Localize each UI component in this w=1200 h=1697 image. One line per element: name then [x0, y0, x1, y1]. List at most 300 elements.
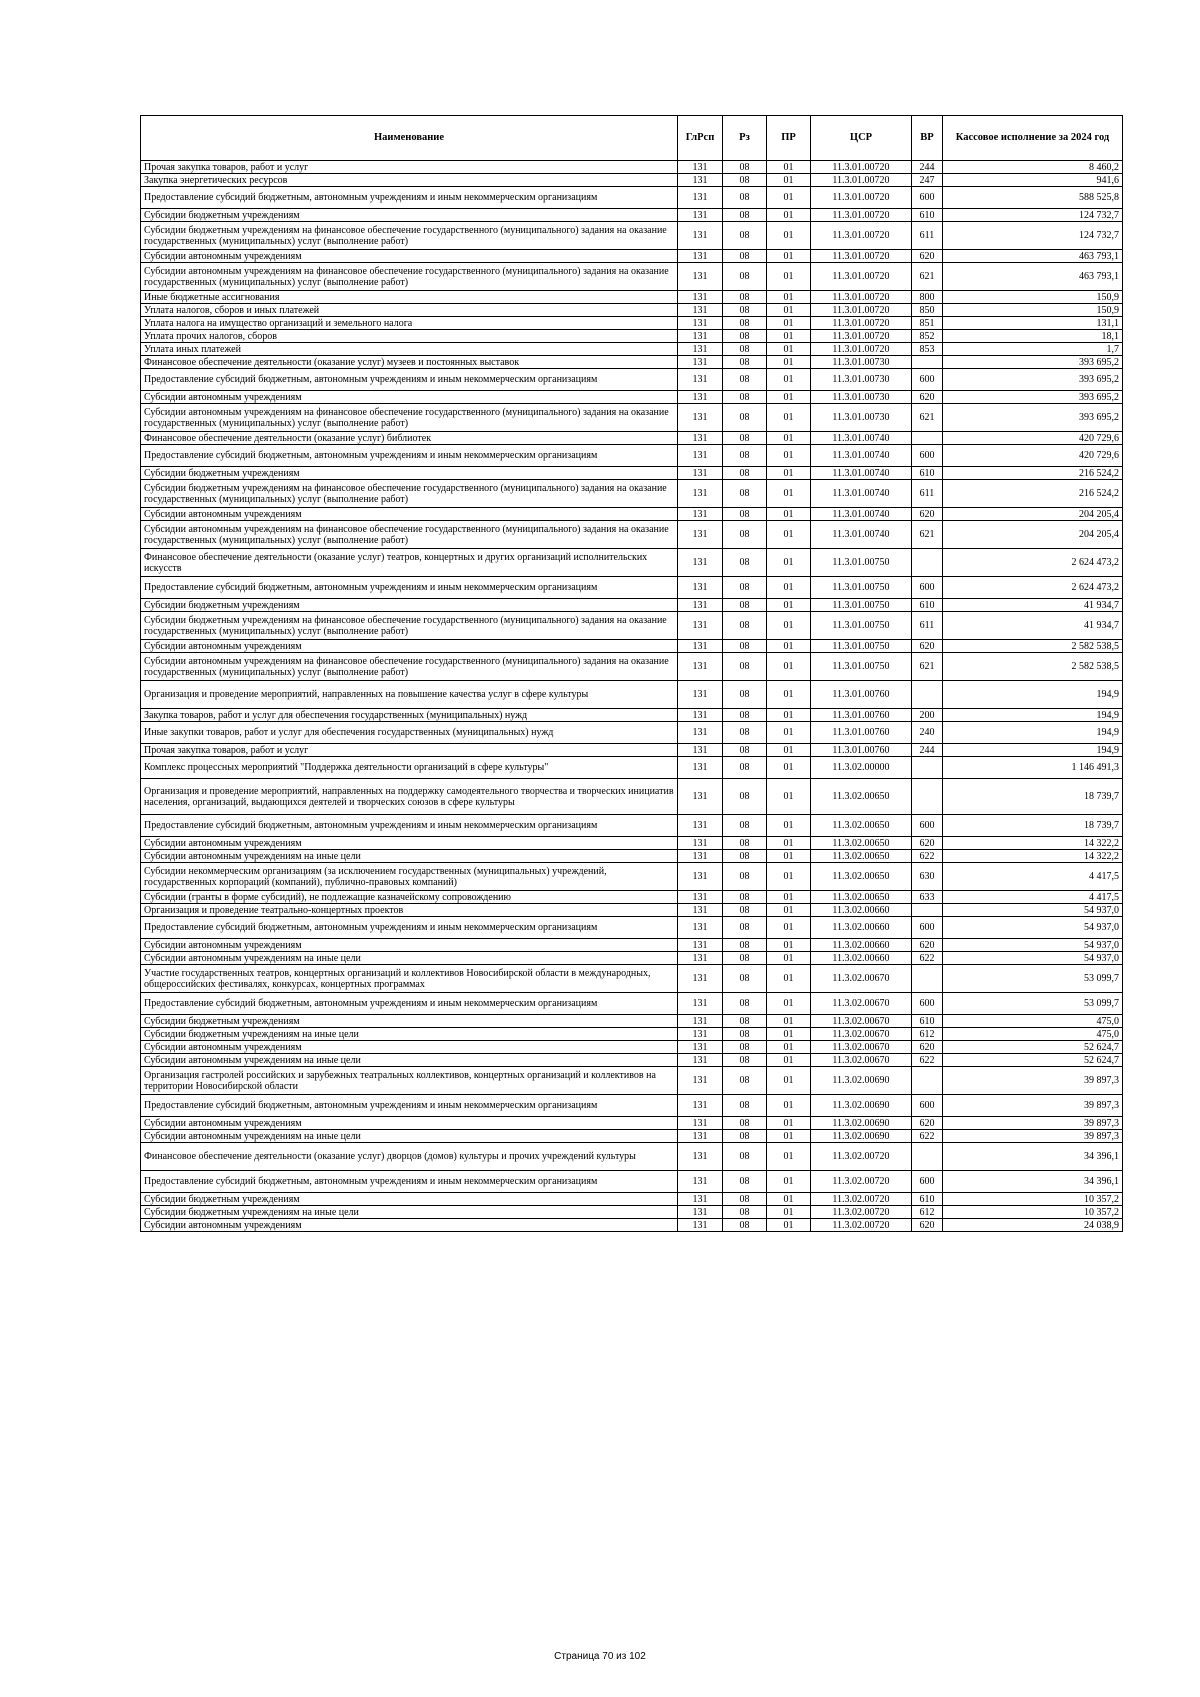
cell-rz: 08: [723, 1067, 767, 1095]
cell-name: Закупка энергетических ресурсов: [141, 174, 678, 187]
cell-amount: 216 524,2: [943, 480, 1123, 508]
cell-rz: 08: [723, 1095, 767, 1117]
cell-glrsp: 131: [678, 1095, 723, 1117]
table-row: [141, 1130, 1123, 1143]
table-row: [141, 939, 1123, 952]
cell-csr: 11.3.02.00650: [811, 837, 912, 850]
cell-csr: 11.3.01.00720: [811, 343, 912, 356]
cell-pr: 01: [767, 779, 811, 815]
cell-amount: 194,9: [943, 709, 1123, 722]
cell-glrsp: 131: [678, 291, 723, 304]
cell-csr: 11.3.01.00760: [811, 722, 912, 744]
cell-rz: 08: [723, 291, 767, 304]
cell-glrsp: 131: [678, 508, 723, 521]
cell-amount: 39 897,3: [943, 1130, 1123, 1143]
cell-rz: 08: [723, 369, 767, 391]
cell-amount: 124 732,7: [943, 209, 1123, 222]
table-row: [141, 222, 1123, 250]
cell-name: Уплата налога на имущество организаций и земельного налога: [141, 317, 678, 330]
cell-glrsp: 131: [678, 1219, 723, 1232]
cell-amount: 216 524,2: [943, 467, 1123, 480]
cell-amount: 463 793,1: [943, 250, 1123, 263]
cell-name: Субсидии автономным учреждениям: [141, 939, 678, 952]
cell-name: Субсидии автономным учреждениям на финансовое обеспечение государственного (муниципального) задания на оказание государственных (муниципальных) услуг (выполнение работ): [141, 521, 678, 549]
cell-name: Финансовое обеспечение деятельности (оказание услуг) театров, концертных и других организаций исполнительских искусств: [141, 549, 678, 577]
cell-rz: 08: [723, 356, 767, 369]
cell-vr: 620: [912, 1117, 943, 1130]
table-row: [141, 653, 1123, 681]
cell-rz: 08: [723, 709, 767, 722]
cell-rz: 08: [723, 1171, 767, 1193]
cell-glrsp: 131: [678, 1117, 723, 1130]
cell-rz: 08: [723, 850, 767, 863]
cell-name: Субсидии автономным учреждениям: [141, 640, 678, 653]
cell-vr: 610: [912, 1193, 943, 1206]
table-row: [141, 404, 1123, 432]
cell-vr: 610: [912, 599, 943, 612]
cell-vr: [912, 681, 943, 709]
table-row: [141, 1028, 1123, 1041]
cell-glrsp: 131: [678, 263, 723, 291]
cell-name: Субсидии автономным учреждениям: [141, 508, 678, 521]
table-row: [141, 304, 1123, 317]
table-row: [141, 250, 1123, 263]
cell-name: Предоставление субсидий бюджетным, автономным учреждениям и иным некоммерческим организациям: [141, 369, 678, 391]
cell-name: Субсидии автономным учреждениям: [141, 1117, 678, 1130]
cell-csr: 11.3.01.00720: [811, 304, 912, 317]
header-cash-execution: Кассовое исполнение за 2024 год: [943, 116, 1123, 161]
cell-name: Предоставление субсидий бюджетным, автономным учреждениям и иным некоммерческим организациям: [141, 815, 678, 837]
table-row: [141, 681, 1123, 709]
cell-glrsp: 131: [678, 939, 723, 952]
cell-vr: 244: [912, 161, 943, 174]
table-row: [141, 952, 1123, 965]
table-row: [141, 744, 1123, 757]
cell-amount: 52 624,7: [943, 1041, 1123, 1054]
cell-name: Иные бюджетные ассигнования: [141, 291, 678, 304]
cell-glrsp: 131: [678, 187, 723, 209]
cell-name: Субсидии автономным учреждениям на финансовое обеспечение государственного (муниципального) задания на оказание государственных (муниципальных) услуг (выполнение работ): [141, 404, 678, 432]
cell-amount: 10 357,2: [943, 1206, 1123, 1219]
cell-csr: 11.3.01.00730: [811, 356, 912, 369]
cell-rz: 08: [723, 640, 767, 653]
cell-csr: 11.3.02.00670: [811, 1015, 912, 1028]
cell-vr: 620: [912, 508, 943, 521]
cell-vr: 612: [912, 1206, 943, 1219]
table-row: [141, 1193, 1123, 1206]
page-number: Страница 70 из 102: [554, 1651, 646, 1662]
cell-vr: [912, 1143, 943, 1171]
cell-amount: 4 417,5: [943, 891, 1123, 904]
cell-rz: 08: [723, 722, 767, 744]
cell-pr: 01: [767, 904, 811, 917]
cell-amount: 54 937,0: [943, 939, 1123, 952]
cell-vr: 853: [912, 343, 943, 356]
cell-glrsp: 131: [678, 815, 723, 837]
cell-glrsp: 131: [678, 709, 723, 722]
cell-glrsp: 131: [678, 174, 723, 187]
cell-csr: 11.3.01.00720: [811, 317, 912, 330]
table-row: [141, 1015, 1123, 1028]
cell-vr: [912, 432, 943, 445]
cell-glrsp: 131: [678, 480, 723, 508]
cell-pr: 01: [767, 744, 811, 757]
table-header-row: [141, 116, 1123, 161]
cell-glrsp: 131: [678, 1130, 723, 1143]
cell-pr: 01: [767, 1143, 811, 1171]
cell-vr: 200: [912, 709, 943, 722]
cell-rz: 08: [723, 744, 767, 757]
table-row: [141, 850, 1123, 863]
cell-name: Уплата налогов, сборов и иных платежей: [141, 304, 678, 317]
cell-pr: 01: [767, 757, 811, 779]
cell-vr: 621: [912, 653, 943, 681]
cell-csr: 11.3.01.00750: [811, 653, 912, 681]
cell-vr: 622: [912, 1130, 943, 1143]
cell-pr: 01: [767, 432, 811, 445]
table-row: [141, 1171, 1123, 1193]
cell-name: Закупка товаров, работ и услуг для обеспечения государственных (муниципальных) нужд: [141, 709, 678, 722]
cell-name: Субсидии бюджетным учреждениям на финансовое обеспечение государственного (муниципального) задания на оказание государственных (муниципальных) услуг (выполнение работ): [141, 480, 678, 508]
cell-rz: 08: [723, 965, 767, 993]
cell-amount: 52 624,7: [943, 1054, 1123, 1067]
cell-name: Субсидии некоммерческим организациям (за исключением государственных (муниципальных) учреждений, государственных корпораций (компаний), публично-правовых компаний): [141, 863, 678, 891]
cell-name: Уплата иных платежей: [141, 343, 678, 356]
cell-vr: 800: [912, 291, 943, 304]
cell-csr: 11.3.01.00740: [811, 508, 912, 521]
cell-amount: 4 417,5: [943, 863, 1123, 891]
cell-pr: 01: [767, 1219, 811, 1232]
cell-amount: 54 937,0: [943, 917, 1123, 939]
cell-glrsp: 131: [678, 1054, 723, 1067]
cell-rz: 08: [723, 343, 767, 356]
cell-name: Прочая закупка товаров, работ и услуг: [141, 744, 678, 757]
cell-vr: 621: [912, 263, 943, 291]
cell-csr: 11.3.01.00720: [811, 291, 912, 304]
cell-rz: 08: [723, 330, 767, 343]
cell-rz: 08: [723, 508, 767, 521]
cell-vr: 622: [912, 1054, 943, 1067]
cell-vr: 850: [912, 304, 943, 317]
cell-name: Организация и проведение мероприятий, направленных на поддержку самодеятельного творчества и творческих инициатив населения, организаций, выдающихся деятелей и творческих союзов в сфере культуры: [141, 779, 678, 815]
cell-name: Финансовое обеспечение деятельности (оказание услуг) музеев и постоянных выставок: [141, 356, 678, 369]
cell-vr: 600: [912, 369, 943, 391]
cell-vr: 611: [912, 480, 943, 508]
cell-rz: 08: [723, 653, 767, 681]
table-row: [141, 161, 1123, 174]
cell-glrsp: 131: [678, 681, 723, 709]
cell-vr: 244: [912, 744, 943, 757]
cell-pr: 01: [767, 369, 811, 391]
cell-pr: 01: [767, 1130, 811, 1143]
cell-pr: 01: [767, 709, 811, 722]
cell-csr: 11.3.02.00660: [811, 939, 912, 952]
cell-name: Субсидии (гранты в форме субсидий), не подлежащие казначейскому сопровождению: [141, 891, 678, 904]
cell-vr: 620: [912, 939, 943, 952]
cell-rz: 08: [723, 917, 767, 939]
cell-vr: [912, 965, 943, 993]
cell-name: Организация и проведение мероприятий, направленных на повышение качества услуг в сфере культуры: [141, 681, 678, 709]
cell-amount: 2 582 538,5: [943, 653, 1123, 681]
cell-vr: 852: [912, 330, 943, 343]
cell-rz: 08: [723, 222, 767, 250]
cell-amount: 34 396,1: [943, 1171, 1123, 1193]
cell-amount: 420 729,6: [943, 432, 1123, 445]
cell-vr: 610: [912, 467, 943, 480]
table-row: [141, 815, 1123, 837]
cell-csr: 11.3.02.00690: [811, 1095, 912, 1117]
cell-csr: 11.3.02.00670: [811, 1028, 912, 1041]
table-row: [141, 317, 1123, 330]
cell-amount: 54 937,0: [943, 952, 1123, 965]
cell-rz: 08: [723, 209, 767, 222]
cell-glrsp: 131: [678, 891, 723, 904]
cell-amount: 18 739,7: [943, 779, 1123, 815]
cell-pr: 01: [767, 612, 811, 640]
cell-glrsp: 131: [678, 1041, 723, 1054]
cell-rz: 08: [723, 863, 767, 891]
cell-csr: 11.3.02.00720: [811, 1206, 912, 1219]
cell-vr: 240: [912, 722, 943, 744]
cell-name: Предоставление субсидий бюджетным, автономным учреждениям и иным некоммерческим организациям: [141, 187, 678, 209]
cell-csr: 11.3.01.00760: [811, 744, 912, 757]
cell-csr: 11.3.02.00670: [811, 965, 912, 993]
cell-vr: 600: [912, 993, 943, 1015]
cell-csr: 11.3.01.00720: [811, 161, 912, 174]
cell-amount: 18,1: [943, 330, 1123, 343]
cell-csr: 11.3.02.00720: [811, 1193, 912, 1206]
cell-pr: 01: [767, 174, 811, 187]
cell-pr: 01: [767, 391, 811, 404]
cell-rz: 08: [723, 161, 767, 174]
cell-amount: 14 322,2: [943, 850, 1123, 863]
table-row: [141, 577, 1123, 599]
table-row: [141, 174, 1123, 187]
cell-name: Субсидии автономным учреждениям на иные цели: [141, 1054, 678, 1067]
cell-glrsp: 131: [678, 837, 723, 850]
cell-rz: 08: [723, 837, 767, 850]
cell-name: Субсидии бюджетным учреждениям: [141, 1193, 678, 1206]
cell-csr: 11.3.02.00690: [811, 1117, 912, 1130]
cell-amount: 2 624 473,2: [943, 577, 1123, 599]
cell-csr: 11.3.01.00720: [811, 330, 912, 343]
cell-amount: 34 396,1: [943, 1143, 1123, 1171]
table-row: [141, 432, 1123, 445]
cell-pr: 01: [767, 549, 811, 577]
cell-pr: 01: [767, 467, 811, 480]
cell-rz: 08: [723, 467, 767, 480]
cell-name: Организация и проведение театрально-концертных проектов: [141, 904, 678, 917]
cell-pr: 01: [767, 330, 811, 343]
table-row: [141, 291, 1123, 304]
budget-execution-table: [140, 115, 1123, 1232]
table-row: [141, 779, 1123, 815]
table-row: [141, 709, 1123, 722]
cell-vr: 611: [912, 222, 943, 250]
cell-vr: 620: [912, 391, 943, 404]
cell-vr: 247: [912, 174, 943, 187]
cell-rz: 08: [723, 250, 767, 263]
cell-csr: 11.3.02.00670: [811, 1054, 912, 1067]
cell-rz: 08: [723, 993, 767, 1015]
table-row: [141, 599, 1123, 612]
cell-glrsp: 131: [678, 1067, 723, 1095]
cell-vr: 620: [912, 1219, 943, 1232]
cell-pr: 01: [767, 1054, 811, 1067]
cell-csr: 11.3.01.00740: [811, 480, 912, 508]
cell-name: Участие государственных театров, концертных организаций и коллективов Новосибирской области в международных, общероссийских фестивалях, конкурсах, концертных программах: [141, 965, 678, 993]
cell-csr: 11.3.01.00750: [811, 640, 912, 653]
cell-csr: 11.3.01.00740: [811, 467, 912, 480]
cell-name: Субсидии бюджетным учреждениям на иные цели: [141, 1206, 678, 1219]
cell-csr: 11.3.01.00760: [811, 681, 912, 709]
cell-rz: 08: [723, 1028, 767, 1041]
table-row: [141, 993, 1123, 1015]
cell-pr: 01: [767, 1193, 811, 1206]
cell-pr: 01: [767, 681, 811, 709]
cell-glrsp: 131: [678, 391, 723, 404]
table-row: [141, 1054, 1123, 1067]
cell-amount: 131,1: [943, 317, 1123, 330]
cell-name: Финансовое обеспечение деятельности (оказание услуг) дворцов (домов) культуры и прочих учреждений культуры: [141, 1143, 678, 1171]
cell-pr: 01: [767, 250, 811, 263]
table-row: [141, 467, 1123, 480]
table-row: [141, 1143, 1123, 1171]
table-row: [141, 757, 1123, 779]
cell-glrsp: 131: [678, 549, 723, 577]
table-row: [141, 549, 1123, 577]
cell-vr: 620: [912, 640, 943, 653]
cell-name: Предоставление субсидий бюджетным, автономным учреждениям и иным некоммерческим организациям: [141, 1095, 678, 1117]
cell-vr: 600: [912, 815, 943, 837]
cell-glrsp: 131: [678, 521, 723, 549]
cell-rz: 08: [723, 779, 767, 815]
cell-glrsp: 131: [678, 343, 723, 356]
cell-amount: 39 897,3: [943, 1117, 1123, 1130]
cell-pr: 01: [767, 404, 811, 432]
cell-pr: 01: [767, 640, 811, 653]
cell-glrsp: 131: [678, 850, 723, 863]
cell-csr: 11.3.02.00670: [811, 993, 912, 1015]
cell-csr: 11.3.01.00750: [811, 612, 912, 640]
cell-name: Предоставление субсидий бюджетным, автономным учреждениям и иным некоммерческим организациям: [141, 993, 678, 1015]
cell-pr: 01: [767, 291, 811, 304]
cell-rz: 08: [723, 939, 767, 952]
cell-amount: 393 695,2: [943, 404, 1123, 432]
cell-glrsp: 131: [678, 599, 723, 612]
cell-pr: 01: [767, 1015, 811, 1028]
table-row: [141, 369, 1123, 391]
cell-rz: 08: [723, 891, 767, 904]
cell-pr: 01: [767, 850, 811, 863]
cell-csr: 11.3.01.00750: [811, 599, 912, 612]
cell-csr: 11.3.01.00730: [811, 369, 912, 391]
cell-rz: 08: [723, 1193, 767, 1206]
cell-vr: 621: [912, 404, 943, 432]
table-row: [141, 508, 1123, 521]
cell-glrsp: 131: [678, 445, 723, 467]
cell-rz: 08: [723, 445, 767, 467]
cell-amount: 393 695,2: [943, 356, 1123, 369]
cell-vr: 851: [912, 317, 943, 330]
cell-csr: 11.3.01.00720: [811, 187, 912, 209]
cell-name: Финансовое обеспечение деятельности (оказание услуг) библиотек: [141, 432, 678, 445]
cell-vr: 600: [912, 187, 943, 209]
cell-rz: 08: [723, 1143, 767, 1171]
cell-pr: 01: [767, 304, 811, 317]
cell-pr: 01: [767, 343, 811, 356]
cell-glrsp: 131: [678, 369, 723, 391]
cell-pr: 01: [767, 1067, 811, 1095]
cell-csr: 11.3.02.00720: [811, 1143, 912, 1171]
cell-vr: [912, 779, 943, 815]
cell-name: Организация гастролей российских и зарубежных театральных коллективов, концертных организаций и коллективов на территории Новосибирской области: [141, 1067, 678, 1095]
cell-pr: 01: [767, 1095, 811, 1117]
table-row: [141, 445, 1123, 467]
cell-amount: 41 934,7: [943, 599, 1123, 612]
header-vr: ВР: [912, 116, 943, 161]
cell-amount: 588 525,8: [943, 187, 1123, 209]
cell-name: Субсидии автономным учреждениям: [141, 1219, 678, 1232]
cell-vr: [912, 904, 943, 917]
cell-csr: 11.3.02.00720: [811, 1219, 912, 1232]
cell-csr: 11.3.01.00740: [811, 521, 912, 549]
table-row: [141, 1117, 1123, 1130]
cell-rz: 08: [723, 952, 767, 965]
cell-name: Предоставление субсидий бюджетным, автономным учреждениям и иным некоммерческим организациям: [141, 577, 678, 599]
table-row: [141, 187, 1123, 209]
table-row: [141, 480, 1123, 508]
cell-name: Субсидии автономным учреждениям: [141, 391, 678, 404]
cell-amount: 2 582 538,5: [943, 640, 1123, 653]
table-row: [141, 1041, 1123, 1054]
cell-glrsp: 131: [678, 577, 723, 599]
cell-amount: 475,0: [943, 1015, 1123, 1028]
cell-name: Субсидии бюджетным учреждениям: [141, 599, 678, 612]
cell-pr: 01: [767, 891, 811, 904]
cell-glrsp: 131: [678, 467, 723, 480]
cell-rz: 08: [723, 1219, 767, 1232]
cell-amount: 475,0: [943, 1028, 1123, 1041]
cell-amount: 124 732,7: [943, 222, 1123, 250]
cell-vr: 600: [912, 445, 943, 467]
cell-rz: 08: [723, 757, 767, 779]
cell-csr: 11.3.02.00660: [811, 904, 912, 917]
cell-glrsp: 131: [678, 1171, 723, 1193]
cell-rz: 08: [723, 263, 767, 291]
table-row: [141, 343, 1123, 356]
cell-vr: 620: [912, 250, 943, 263]
cell-name: Субсидии бюджетным учреждениям: [141, 209, 678, 222]
cell-pr: 01: [767, 939, 811, 952]
cell-csr: 11.3.02.00690: [811, 1067, 912, 1095]
cell-amount: 1 146 491,3: [943, 757, 1123, 779]
cell-rz: 08: [723, 681, 767, 709]
cell-csr: 11.3.02.00650: [811, 779, 912, 815]
cell-glrsp: 131: [678, 209, 723, 222]
table-row: [141, 391, 1123, 404]
cell-rz: 08: [723, 1015, 767, 1028]
cell-amount: 39 897,3: [943, 1095, 1123, 1117]
cell-pr: 01: [767, 317, 811, 330]
cell-vr: 621: [912, 521, 943, 549]
cell-amount: 393 695,2: [943, 369, 1123, 391]
cell-glrsp: 131: [678, 612, 723, 640]
cell-pr: 01: [767, 599, 811, 612]
cell-amount: 39 897,3: [943, 1067, 1123, 1095]
cell-vr: 633: [912, 891, 943, 904]
cell-amount: 463 793,1: [943, 263, 1123, 291]
